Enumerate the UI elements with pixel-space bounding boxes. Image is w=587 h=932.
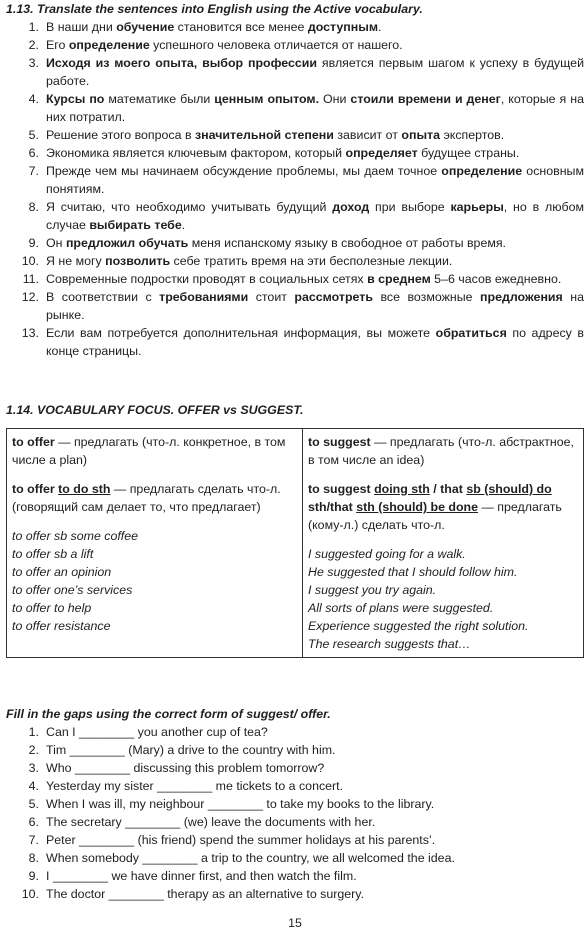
- item-text: Исходя из моего опыта, выбор профессии является первым шагом к успеху в будущей работе.: [46, 56, 584, 88]
- list-item: [6, 36, 584, 54]
- item-number: 11.: [22, 272, 39, 286]
- item-number: 7.: [28, 833, 39, 847]
- item-number: 3.: [28, 761, 39, 775]
- example-phrase: to offer to help: [12, 601, 92, 615]
- example-phrase: The research suggests that…: [308, 637, 471, 651]
- item-text: I ________ we have dinner first, and then watch the film.: [46, 869, 357, 883]
- list-item: [6, 795, 584, 813]
- item-text: Can I ________ you another cup of tea?: [46, 725, 268, 739]
- list-item: [6, 831, 584, 849]
- item-number: 3.: [28, 56, 39, 70]
- item-text: В соответствии с требованиями стоит рассмотреть все возможные предложения на рынке.: [46, 290, 584, 322]
- list-item: [6, 198, 584, 234]
- item-text: Tim ________ (Mary) a drive to the country with him.: [46, 743, 336, 757]
- item-text: The secretary ________ (we) leave the documents with her.: [46, 815, 376, 829]
- list-item: [6, 288, 584, 324]
- example-phrase: to offer an opinion: [12, 565, 112, 579]
- item-number: 2.: [28, 38, 39, 52]
- list-item: [6, 849, 584, 867]
- item-number: 6.: [28, 146, 39, 160]
- list-item: [6, 867, 584, 885]
- item-number: 9.: [28, 236, 39, 250]
- list-item: [6, 234, 584, 252]
- item-number: 10.: [21, 887, 39, 901]
- item-number: 8.: [28, 200, 39, 214]
- example-phrase: He suggested that I should follow him.: [308, 565, 518, 579]
- list-item: [6, 252, 584, 270]
- offer-vs-suggest-table: [6, 428, 584, 658]
- item-text: The doctor ________ therapy as an alternative to surgery.: [46, 887, 364, 901]
- item-number: 5.: [28, 797, 39, 811]
- suggest-column: [303, 429, 584, 658]
- item-text: Я не могу позволить себе тратить время на эти бесполезные лекции.: [46, 254, 453, 268]
- page-number: 15: [288, 916, 302, 930]
- list-item: [6, 324, 584, 360]
- list-item: [6, 813, 584, 831]
- list-item: [6, 759, 584, 777]
- item-number: 6.: [28, 815, 39, 829]
- item-number: 7.: [28, 164, 39, 178]
- suggest-examples: [308, 545, 577, 653]
- item-number: 5.: [28, 128, 39, 142]
- item-text: В наши дни обучение становится все менее доступным.: [46, 20, 382, 34]
- translation-sentences-list: [6, 18, 584, 360]
- list-item: [6, 126, 584, 144]
- item-number: 8.: [28, 851, 39, 865]
- exercise-1-13-heading: 1.13. Translate the sentences into English using the Active vocabulary.: [6, 2, 423, 16]
- item-number: 4.: [28, 92, 39, 106]
- example-phrase: All sorts of plans were suggested.: [308, 601, 494, 615]
- offer-column: [7, 429, 303, 658]
- item-text: Yesterday my sister ________ me tickets to a concert.: [46, 779, 344, 793]
- list-item: [6, 162, 584, 198]
- item-text: Курсы по математике были ценным опытом. Они стоили времени и денег, которые я на них потратил.: [46, 92, 584, 124]
- suggest-definition: to suggest — предлагать (что-л. абстрактное, в том числе an idea): [308, 435, 574, 467]
- item-number: 1.: [28, 725, 39, 739]
- list-item: [6, 741, 584, 759]
- list-item: [6, 18, 584, 36]
- offer-definition: to offer — предлагать (что-л. конкретное, в том числе a plan): [12, 435, 286, 467]
- item-text: Экономика является ключевым фактором, который определяет будущее страны.: [46, 146, 520, 160]
- item-number: 1.: [28, 20, 39, 34]
- item-number: 9.: [28, 869, 39, 883]
- example-phrase: to offer sb some coffee: [12, 529, 139, 543]
- item-text: Прежде чем мы начинаем обсуждение проблемы, мы даем точное определение основным понятиям.: [46, 164, 584, 196]
- exercise-1-14-heading: 1.14. VOCABULARY FOCUS. OFFER vs SUGGEST.: [6, 403, 304, 417]
- list-item: [6, 54, 584, 90]
- item-number: 10.: [21, 254, 39, 268]
- example-phrase: I suggested going for a walk.: [308, 547, 466, 561]
- item-text: Если вам потребуется дополнительная информация, вы можете обратиться по адресу в конце страницы.: [46, 326, 584, 358]
- item-text: When I was ill, my neighbour ________ to take my books to the library.: [46, 797, 435, 811]
- item-number: 12.: [21, 290, 39, 304]
- example-phrase: to offer sb a lift: [12, 547, 94, 561]
- example-phrase: to offer one’s services: [12, 583, 133, 597]
- list-item: [6, 90, 584, 126]
- list-item: [6, 723, 584, 741]
- item-text: Я считаю, что необходимо учитывать будущий доход при выборе карьеры, но в любом случае выбирать тебе.: [46, 200, 584, 232]
- list-item: [6, 885, 584, 903]
- list-item: [6, 144, 584, 162]
- example-phrase: to offer resistance: [12, 619, 111, 633]
- suggest-doing-definition: to suggest doing sth / that sb (should) do sth/that sth (should) be done — предлагать (кому-л.) сделать что-л.: [308, 482, 562, 532]
- item-text: Peter ________ (his friend) spend the summer holidays at his parents’.: [46, 833, 436, 847]
- offer-to-do-definition: to offer to do sth — предлагать сделать что-л. (говорящий сам делает то, что предлагает): [12, 482, 281, 514]
- item-text: When somebody ________ a trip to the country, we all welcomed the idea.: [46, 851, 455, 865]
- exercise-1-13: [6, 0, 584, 360]
- item-number: 4.: [28, 779, 39, 793]
- example-phrase: I suggest you try again.: [308, 583, 437, 597]
- item-number: 2.: [28, 743, 39, 757]
- item-number: 13.: [21, 326, 39, 340]
- gap-fill-heading: Fill in the gaps using the correct form of suggest/ offer.: [6, 707, 331, 721]
- item-text: Who ________ discussing this problem tomorrow?: [46, 761, 325, 775]
- list-item: [6, 777, 584, 795]
- list-item: [6, 270, 584, 288]
- item-text: Его определение успешного человека отличается от нашего.: [46, 38, 403, 52]
- gap-fill-list: [6, 723, 584, 903]
- example-phrase: Experience suggested the right solution.: [308, 619, 529, 633]
- item-text: Он предложил обучать меня испанскому языку в свободное от работы время.: [46, 236, 507, 250]
- item-text: Современные подростки проводят в социальных сетях в среднем 5–6 часов ежедневно.: [46, 272, 562, 286]
- item-text: Решение этого вопроса в значительной степени зависит от опыта экспертов.: [46, 128, 505, 142]
- offer-examples: [12, 527, 296, 635]
